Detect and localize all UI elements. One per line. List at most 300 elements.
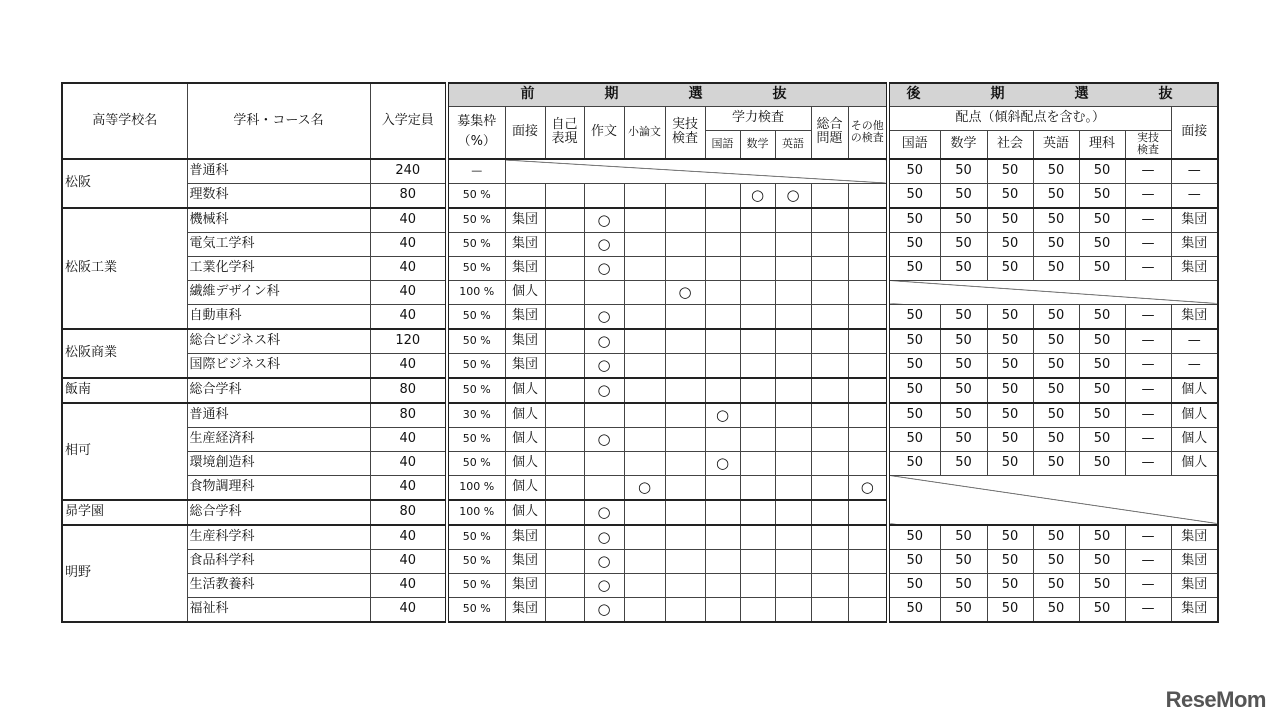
early-cell xyxy=(775,256,811,280)
early-cell xyxy=(740,597,775,622)
course-name: 繊維デザイン科 xyxy=(187,280,370,304)
early-cell xyxy=(848,525,888,550)
late-score: 集団 xyxy=(1171,525,1218,550)
late-score: 個人 xyxy=(1171,427,1218,451)
early-cell xyxy=(811,525,848,550)
header-late-eng: 英語 xyxy=(1033,131,1079,159)
early-cell xyxy=(705,256,740,280)
quota-percent: 50 % xyxy=(447,573,505,597)
early-cell xyxy=(624,549,665,573)
quota-percent: 100 % xyxy=(447,475,505,500)
table-row xyxy=(62,304,1218,329)
table-row xyxy=(62,597,1218,622)
early-cell xyxy=(848,573,888,597)
early-cell xyxy=(740,500,775,525)
table-row xyxy=(62,256,1218,280)
early-cell xyxy=(624,353,665,378)
early-cell xyxy=(740,329,775,354)
late-score: 集団 xyxy=(1171,232,1218,256)
late-score: 50 xyxy=(1079,232,1125,256)
early-cell xyxy=(775,525,811,550)
table-row xyxy=(62,573,1218,597)
early-cell xyxy=(705,573,740,597)
capacity: 80 xyxy=(370,378,447,403)
circle-mark: ○ xyxy=(705,451,740,475)
early-cell xyxy=(584,403,624,428)
late-score: 50 xyxy=(888,403,940,428)
header-short-essay: 小論文 xyxy=(624,107,665,159)
table-row xyxy=(62,208,1218,233)
late-score: 50 xyxy=(888,427,940,451)
early-cell xyxy=(624,573,665,597)
early-cell xyxy=(775,549,811,573)
late-score: 50 xyxy=(1033,525,1079,550)
late-score: 50 xyxy=(940,159,987,184)
early-cell xyxy=(584,183,624,208)
course-name: 生産科学科 xyxy=(187,525,370,550)
early-cell xyxy=(665,378,705,403)
late-score: 50 xyxy=(987,256,1033,280)
circle-mark: ○ xyxy=(584,232,624,256)
early-cell xyxy=(665,183,705,208)
late-score: 50 xyxy=(987,304,1033,329)
early-cell xyxy=(811,256,848,280)
late-score: — xyxy=(1125,597,1171,622)
late-score: 50 xyxy=(987,403,1033,428)
early-cell xyxy=(848,353,888,378)
late-score: 50 xyxy=(940,208,987,233)
late-score: 50 xyxy=(987,232,1033,256)
header-general xyxy=(811,107,848,159)
header-early-selection: 前 期 選 抜 xyxy=(447,83,888,107)
circle-mark: ○ xyxy=(584,427,624,451)
early-cell xyxy=(665,525,705,550)
course-name: 生活教養科 xyxy=(187,573,370,597)
late-score: 個人 xyxy=(1171,403,1218,428)
late-score: 集団 xyxy=(1171,256,1218,280)
late-score: 50 xyxy=(888,232,940,256)
early-cell xyxy=(665,427,705,451)
header-other xyxy=(848,107,888,159)
early-cell xyxy=(624,256,665,280)
late-score: 50 xyxy=(1033,427,1079,451)
early-cell xyxy=(545,232,584,256)
quota-unit: （%） xyxy=(457,134,496,150)
late-score: — xyxy=(1125,304,1171,329)
capacity: 40 xyxy=(370,597,447,622)
header-course: 学科・コース名 xyxy=(187,83,370,159)
circle-mark: ○ xyxy=(584,573,624,597)
early-cell xyxy=(848,597,888,622)
early-cell xyxy=(811,403,848,428)
table-row xyxy=(62,280,1218,304)
early-cell xyxy=(505,183,545,208)
early-cell xyxy=(811,451,848,475)
early-cell xyxy=(848,256,888,280)
early-cell xyxy=(705,329,740,354)
course-name: 工業化学科 xyxy=(187,256,370,280)
early-cell xyxy=(775,403,811,428)
late-score: 50 xyxy=(940,183,987,208)
course-name: 環境創造科 xyxy=(187,451,370,475)
quota-percent: 50 % xyxy=(447,427,505,451)
early-cell: 集団 xyxy=(505,329,545,354)
course-name: 普通科 xyxy=(187,403,370,428)
header-points: 配点（傾斜配点を含む。） xyxy=(888,107,1171,131)
circle-mark: ○ xyxy=(584,353,624,378)
course-name: 福祉科 xyxy=(187,597,370,622)
circle-mark: ○ xyxy=(624,475,665,500)
early-cell xyxy=(624,304,665,329)
course-name: 総合学科 xyxy=(187,378,370,403)
late-score: — xyxy=(1171,353,1218,378)
circle-mark: ○ xyxy=(848,475,888,500)
late-score: 50 xyxy=(1079,451,1125,475)
late-score: 50 xyxy=(987,329,1033,354)
late-score: 50 xyxy=(888,208,940,233)
early-cell xyxy=(775,427,811,451)
late-score: 50 xyxy=(1079,159,1125,184)
early-cell xyxy=(848,427,888,451)
quota-percent: 50 % xyxy=(447,304,505,329)
table-row xyxy=(62,159,1218,184)
early-cell xyxy=(775,353,811,378)
quota-percent: — xyxy=(447,159,505,184)
early-cell xyxy=(848,500,888,525)
early-cell xyxy=(545,525,584,550)
late-score: 50 xyxy=(1079,304,1125,329)
course-name: 国際ビジネス科 xyxy=(187,353,370,378)
early-cell xyxy=(705,183,740,208)
late-score: 50 xyxy=(888,573,940,597)
early-cell xyxy=(624,378,665,403)
early-cell: 個人 xyxy=(505,280,545,304)
late-score: — xyxy=(1171,329,1218,354)
early-cell xyxy=(624,500,665,525)
header-school: 高等学校名 xyxy=(62,83,187,159)
early-cell xyxy=(665,597,705,622)
header-quota xyxy=(447,107,505,159)
school-name: 松阪工業 xyxy=(62,208,187,329)
early-cell xyxy=(624,280,665,304)
capacity: 40 xyxy=(370,427,447,451)
early-cell xyxy=(811,232,848,256)
capacity: 40 xyxy=(370,256,447,280)
header-interview: 面接 xyxy=(505,107,545,159)
late-score: 50 xyxy=(888,525,940,550)
early-cell xyxy=(545,451,584,475)
early-cell xyxy=(545,353,584,378)
early-cell xyxy=(740,451,775,475)
early-cell xyxy=(705,280,740,304)
selection-table xyxy=(61,82,1219,623)
early-cell xyxy=(665,329,705,354)
early-cell xyxy=(665,304,705,329)
circle-mark: ○ xyxy=(584,525,624,550)
early-cell xyxy=(705,427,740,451)
late-score: 50 xyxy=(940,304,987,329)
early-cell xyxy=(624,232,665,256)
late-score: 50 xyxy=(888,159,940,184)
course-name: 普通科 xyxy=(187,159,370,184)
late-score: 50 xyxy=(1033,573,1079,597)
late-score: 50 xyxy=(940,597,987,622)
early-cell xyxy=(665,353,705,378)
late-score: 50 xyxy=(940,329,987,354)
capacity: 40 xyxy=(370,280,447,304)
late-score: 50 xyxy=(1079,353,1125,378)
late-score: 50 xyxy=(940,256,987,280)
late-score: 50 xyxy=(1033,403,1079,428)
early-cell xyxy=(705,304,740,329)
quota-percent: 50 % xyxy=(447,208,505,233)
late-score: 50 xyxy=(1033,378,1079,403)
early-cell: 集団 xyxy=(505,353,545,378)
header-essay: 作文 xyxy=(584,107,624,159)
late-score: 50 xyxy=(987,427,1033,451)
course-name: 総合ビジネス科 xyxy=(187,329,370,354)
early-cell: 集団 xyxy=(505,256,545,280)
late-not-applicable xyxy=(888,280,1218,304)
course-name: 食品科学科 xyxy=(187,549,370,573)
late-score: 50 xyxy=(1033,549,1079,573)
early-cell xyxy=(705,525,740,550)
late-score: 50 xyxy=(940,232,987,256)
late-score: 集団 xyxy=(1171,304,1218,329)
quota-percent: 50 % xyxy=(447,451,505,475)
late-score: 50 xyxy=(987,451,1033,475)
early-cell xyxy=(545,378,584,403)
self-label: 自己表現 xyxy=(551,116,578,147)
late-score: — xyxy=(1125,353,1171,378)
late-score: — xyxy=(1125,573,1171,597)
late-score: 集団 xyxy=(1171,573,1218,597)
early-cell xyxy=(545,597,584,622)
early-cell xyxy=(740,304,775,329)
early-cell xyxy=(848,280,888,304)
late-score: 50 xyxy=(940,378,987,403)
late-score: 50 xyxy=(1079,329,1125,354)
late-score: 50 xyxy=(1033,329,1079,354)
early-cell xyxy=(545,427,584,451)
early-cell: 個人 xyxy=(505,451,545,475)
early-cell xyxy=(624,403,665,428)
early-cell xyxy=(740,378,775,403)
early-cell xyxy=(545,183,584,208)
late-score: — xyxy=(1125,329,1171,354)
late-score: 集団 xyxy=(1171,549,1218,573)
late-score: 50 xyxy=(940,549,987,573)
course-name: 食物調理科 xyxy=(187,475,370,500)
early-cell xyxy=(811,427,848,451)
early-cell xyxy=(740,525,775,550)
header-math: 数学 xyxy=(740,131,775,159)
quota-label: 募集枠 xyxy=(457,113,497,129)
early-cell xyxy=(545,304,584,329)
late-score: 50 xyxy=(1079,549,1125,573)
table-row xyxy=(62,353,1218,378)
late-score: — xyxy=(1125,256,1171,280)
late-score: 50 xyxy=(987,183,1033,208)
circle-mark: ○ xyxy=(584,597,624,622)
late-score: 50 xyxy=(1079,183,1125,208)
circle-mark: ○ xyxy=(775,183,811,208)
late-score: 50 xyxy=(987,208,1033,233)
early-cell xyxy=(848,183,888,208)
capacity: 40 xyxy=(370,304,447,329)
table-row xyxy=(62,549,1218,573)
capacity: 120 xyxy=(370,329,447,354)
header-self-expression xyxy=(545,107,584,159)
early-cell xyxy=(775,475,811,500)
other-label: その他の検査 xyxy=(850,119,884,145)
table-row xyxy=(62,329,1218,354)
early-cell xyxy=(545,280,584,304)
circle-mark: ○ xyxy=(740,183,775,208)
early-cell xyxy=(705,353,740,378)
early-cell: 集団 xyxy=(505,232,545,256)
early-cell: 個人 xyxy=(505,378,545,403)
early-cell xyxy=(775,304,811,329)
circle-mark: ○ xyxy=(584,329,624,354)
early-cell xyxy=(811,183,848,208)
early-cell xyxy=(775,208,811,233)
early-cell xyxy=(705,208,740,233)
early-cell xyxy=(545,549,584,573)
early-cell xyxy=(811,208,848,233)
early-cell xyxy=(705,378,740,403)
early-cell xyxy=(775,329,811,354)
early-cell xyxy=(740,256,775,280)
early-cell xyxy=(740,475,775,500)
late-score: — xyxy=(1125,159,1171,184)
school-name: 明野 xyxy=(62,525,187,622)
late-score: 50 xyxy=(1033,256,1079,280)
early-cell xyxy=(811,549,848,573)
table-row xyxy=(62,427,1218,451)
early-cell xyxy=(775,451,811,475)
early-cell xyxy=(848,451,888,475)
late-score: 50 xyxy=(1033,208,1079,233)
early-cell xyxy=(665,256,705,280)
early-cell xyxy=(624,597,665,622)
capacity: 40 xyxy=(370,525,447,550)
early-cell xyxy=(740,208,775,233)
early-cell: 個人 xyxy=(505,427,545,451)
quota-percent: 50 % xyxy=(447,256,505,280)
late-score: 50 xyxy=(987,573,1033,597)
early-cell xyxy=(811,304,848,329)
quota-percent: 30 % xyxy=(447,403,505,428)
late-score: 50 xyxy=(888,256,940,280)
header-late-social: 社会 xyxy=(987,131,1033,159)
practical-label: 実技検査 xyxy=(671,116,698,147)
quota-percent: 50 % xyxy=(447,597,505,622)
early-cell xyxy=(811,353,848,378)
capacity: 40 xyxy=(370,451,447,475)
early-cell xyxy=(740,549,775,573)
late-score: 50 xyxy=(940,427,987,451)
early-cell xyxy=(740,353,775,378)
late-score: — xyxy=(1125,232,1171,256)
quota-percent: 50 % xyxy=(447,329,505,354)
school-name: 昴学園 xyxy=(62,500,187,525)
early-cell xyxy=(848,378,888,403)
late-score: 個人 xyxy=(1171,378,1218,403)
circle-mark: ○ xyxy=(584,304,624,329)
early-cell: 集団 xyxy=(505,549,545,573)
early-cell: 集団 xyxy=(505,573,545,597)
late-score: 個人 xyxy=(1171,451,1218,475)
header-late-science: 理科 xyxy=(1079,131,1125,159)
table-row xyxy=(62,475,1218,500)
late-score: 50 xyxy=(1079,378,1125,403)
early-cell xyxy=(775,232,811,256)
late-score: 50 xyxy=(940,403,987,428)
resemom-logo: ReseMom xyxy=(1165,687,1266,712)
late-score: — xyxy=(1125,525,1171,550)
early-cell xyxy=(705,549,740,573)
late-score: 50 xyxy=(1079,525,1125,550)
early-cell xyxy=(624,208,665,233)
early-cell xyxy=(775,378,811,403)
quota-percent: 50 % xyxy=(447,549,505,573)
course-name: 自動車科 xyxy=(187,304,370,329)
late-score: 50 xyxy=(940,451,987,475)
late-score: 50 xyxy=(1079,597,1125,622)
early-cell xyxy=(665,403,705,428)
table-row xyxy=(62,183,1218,208)
early-cell xyxy=(740,280,775,304)
late-practical-label: 実技検査 xyxy=(1137,131,1159,157)
early-cell xyxy=(740,573,775,597)
early-cell xyxy=(740,232,775,256)
late-score: 50 xyxy=(1079,573,1125,597)
early-cell xyxy=(848,208,888,233)
early-cell xyxy=(624,329,665,354)
early-cell xyxy=(624,525,665,550)
capacity: 80 xyxy=(370,500,447,525)
early-cell: 集団 xyxy=(505,304,545,329)
early-cell: 個人 xyxy=(505,403,545,428)
early-not-applicable xyxy=(505,159,888,184)
early-cell xyxy=(545,475,584,500)
early-cell xyxy=(545,208,584,233)
capacity: 240 xyxy=(370,159,447,184)
header-late-interview: 面接 xyxy=(1171,107,1218,159)
early-cell xyxy=(705,232,740,256)
early-cell xyxy=(740,403,775,428)
early-cell xyxy=(624,183,665,208)
quota-percent: 50 % xyxy=(447,183,505,208)
late-score: 50 xyxy=(1033,597,1079,622)
late-score: 50 xyxy=(940,525,987,550)
capacity: 40 xyxy=(370,573,447,597)
late-score: 50 xyxy=(987,597,1033,622)
quota-percent: 100 % xyxy=(447,280,505,304)
late-score: 50 xyxy=(1079,427,1125,451)
early-cell xyxy=(665,475,705,500)
early-cell: 集団 xyxy=(505,525,545,550)
late-score: 集団 xyxy=(1171,208,1218,233)
header-late-selection: 後 期 選 抜 xyxy=(888,83,1218,107)
header-late-practical xyxy=(1125,131,1171,159)
header-practical xyxy=(665,107,705,159)
late-score: 50 xyxy=(987,353,1033,378)
early-cell xyxy=(775,500,811,525)
early-cell: 集団 xyxy=(505,597,545,622)
late-score: 集団 xyxy=(1171,597,1218,622)
